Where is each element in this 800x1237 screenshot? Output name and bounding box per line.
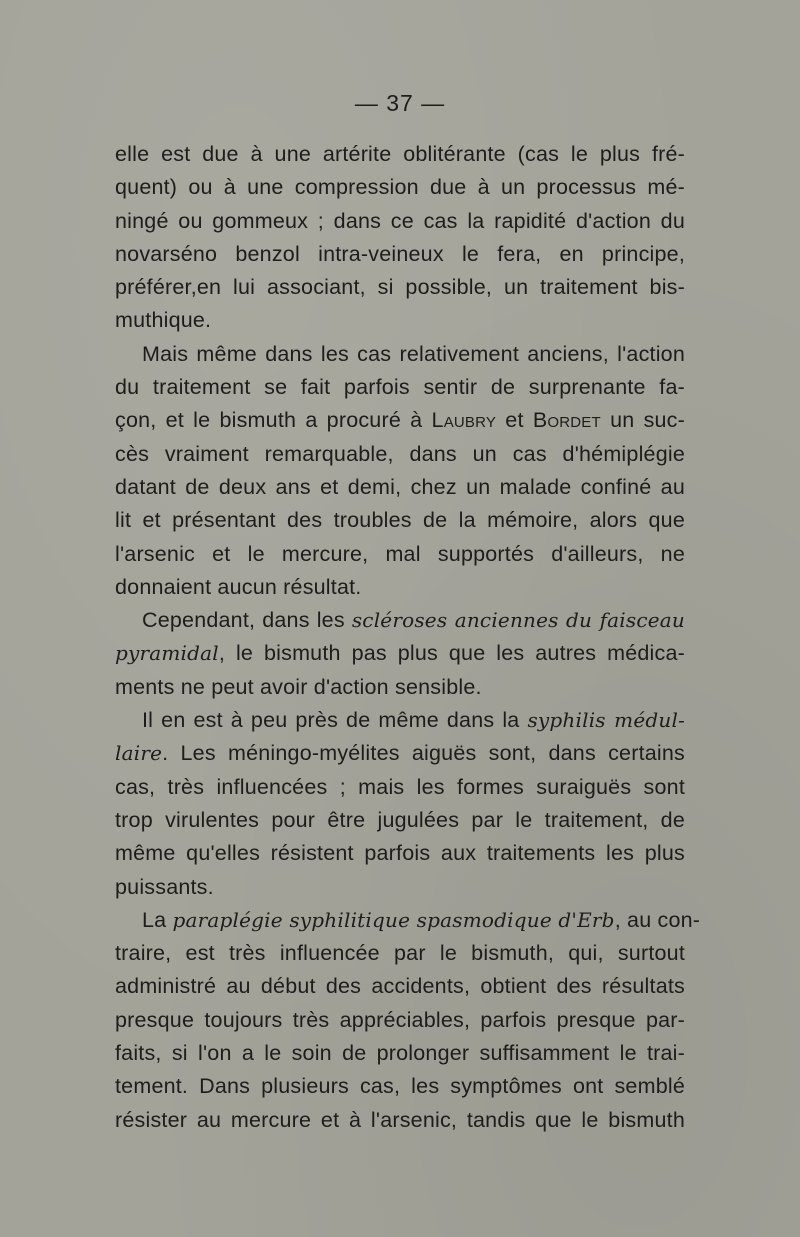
text-line (115, 1070, 685, 1103)
text-line (115, 571, 685, 604)
text-run: datant de deux ans et demi, chez un malade confiné au (115, 474, 685, 499)
text-run: et (496, 408, 533, 433)
text-run: du traitement se fait parfois sentir de surprenante fa- (115, 375, 685, 400)
text-run: Cependant, dans les (142, 608, 352, 633)
text-line (115, 970, 685, 1003)
page-number: — 37 — (354, 90, 446, 116)
italic-text: scléroses anciennes du faisceau (351, 608, 685, 633)
italic-text: pyramidal (115, 641, 219, 666)
text-line (115, 671, 685, 704)
text-run: çon, et le bismuth a procuré à (115, 408, 432, 433)
text-run: résister au mercure et à l'arsenic, tandis que le bismuth (115, 1107, 685, 1132)
text-line (115, 837, 685, 870)
text-line (115, 771, 685, 804)
text-line (115, 171, 685, 204)
text-run: presque toujours très appréciables, parfois presque par- (115, 1007, 685, 1032)
author-name: Bordet (532, 408, 601, 433)
text-line (115, 904, 701, 937)
text-run: , au con- (614, 907, 701, 932)
text-run: cès vraiment remarquable, dans un cas d'hémiplégie (115, 441, 685, 466)
text-line (115, 438, 685, 471)
text-run: lit et présentant des troubles de la mémoire, alors que (115, 508, 685, 533)
text-line (115, 205, 685, 238)
text-line (115, 1037, 685, 1070)
text-run: elle est due à une artérite oblitérante (cas le plus fré- (115, 142, 685, 166)
text-run: tement. Dans plusieurs cas, les symptômes ont semblé (115, 1074, 685, 1099)
text-run: muthique. (115, 308, 212, 333)
text-run: La (142, 907, 173, 932)
text-line (115, 371, 685, 404)
text-line (115, 504, 685, 537)
text-run: Mais même dans les cas relativement anciens, l'action (142, 341, 685, 366)
text-run: administré au début des accidents, obtient des résultats (115, 974, 685, 999)
text-line (115, 937, 685, 970)
text-run: Il en est à peu près de même dans la (142, 708, 528, 733)
text-line (115, 604, 685, 637)
text-run: . Les méningo-myélites aiguës sont, dans certains (162, 741, 685, 766)
text-run: traire, est très influencée par le bismuth, qui, surtout (115, 941, 685, 966)
text-line (115, 271, 685, 304)
italic-text: syphilis médul- (527, 708, 685, 733)
text-run: trop virulentes pour être jugulées par le traitement, de (115, 807, 685, 832)
text-line (115, 138, 685, 171)
text-run: , le bismuth pas plus que les autres médica- (218, 641, 685, 666)
text-run: préférer,en lui associant, si possible, un traitement bis- (115, 275, 685, 300)
italic-text: paraplégie syphilitique spasmodique d'Erb (172, 907, 615, 932)
text-run: l'arsenic et le mercure, mal supportés d'ailleurs, ne (115, 541, 685, 566)
text-line (115, 404, 685, 437)
text-line (115, 1104, 685, 1137)
text-run: novarséno benzol intra-veineux le fera, en principe, (115, 241, 685, 266)
text-run: donnaient aucun résultat. (115, 574, 362, 599)
body-text (115, 138, 701, 1137)
italic-text: laire (115, 741, 163, 766)
text-run: même qu'elles résistent parfois aux traitements les plus (115, 841, 685, 866)
text-line (115, 704, 685, 737)
text-line (115, 871, 685, 904)
text-line (115, 238, 685, 271)
text-line (115, 304, 685, 337)
text-run: ningé ou gommeux ; dans ce cas la rapidité d'action du (115, 208, 685, 233)
text-run: puissants. (115, 874, 214, 899)
text-run: un suc- (600, 408, 685, 433)
text-line (115, 1004, 685, 1037)
text-line (115, 737, 685, 770)
text-line (115, 471, 685, 504)
text-line (115, 338, 685, 371)
author-name: Laubry (431, 408, 497, 433)
text-line (115, 804, 685, 837)
text-line (115, 538, 685, 571)
text-run: quent) ou à une compression due à un processus mé- (115, 175, 685, 200)
text-run: faits, si l'on a le soin de prolonger suffisamment le trai- (115, 1041, 685, 1066)
text-run: cas, très influencées ; mais les formes suraiguës sont (115, 774, 685, 799)
text-run: ments ne peut avoir d'action sensible. (115, 674, 482, 699)
text-line (115, 637, 685, 670)
